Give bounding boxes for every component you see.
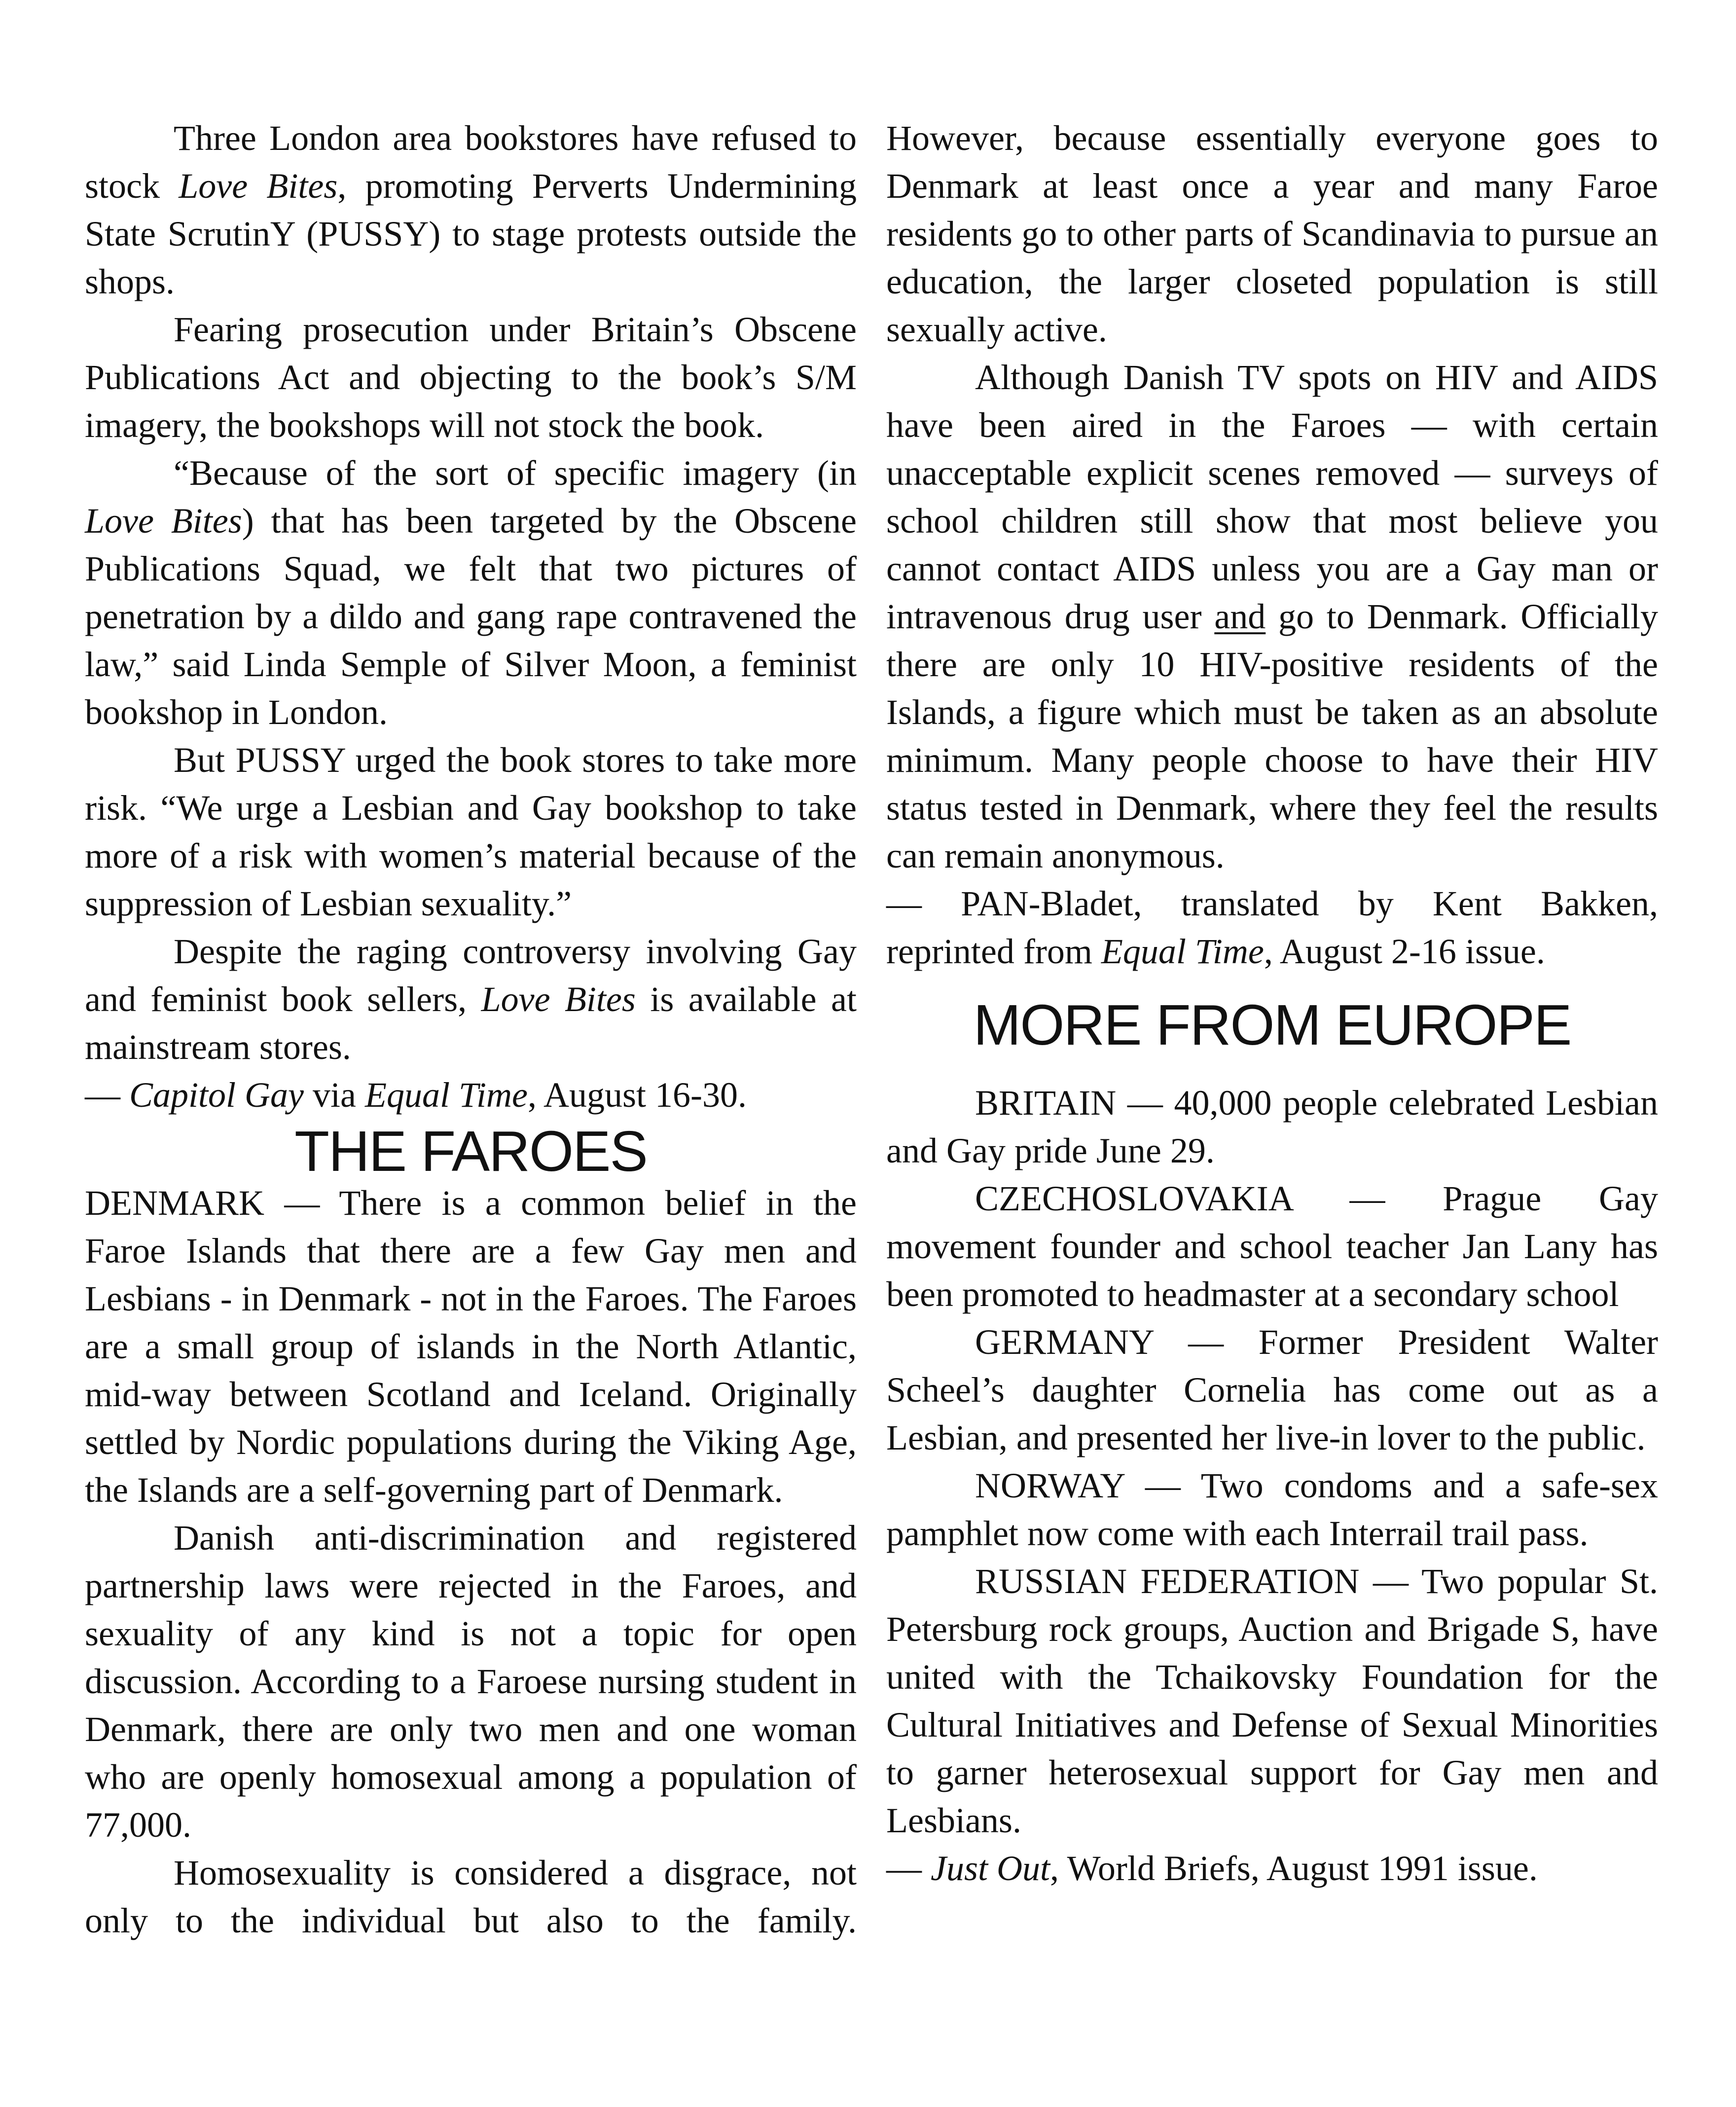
- news-brief-norway: NORWAY — Two condoms and a safe-sex pamphlet now come with each Interrail trail pass.: [886, 1466, 1658, 1553]
- article-attribution: reprinted from Equal Time, August 2-16 issue.: [886, 932, 1545, 971]
- article-paragraph: Homosexuality is considered a disgrace, not only to the individual but also to the family.: [85, 1853, 857, 1940]
- left-column: [85, 114, 857, 2068]
- book-title: Love Bites: [481, 980, 636, 1019]
- article-paragraph: Although Danish TV spots on HIV and AIDS have been aired in the Faroes — with certain unacceptable explicit scenes removed — surveys of school children still show that most believe you cannot contact AIDS unless you are a Gay man or intravenous drug user and go to Denmark. Officially there are only 10 HIV-positive residents of the Islands, a figure which must be taken as an absolute minimum. Many people choose to have their HIV status tested in Denmark, where they feel the results can remain anonymous.: [886, 358, 1658, 875]
- article-paragraph: Danish anti-discrimination and registered partnership laws were rejected in the Faroes, and sexuality of any kind is not a topic for open discussion. According to a Faroese nursing student in Denmark, there are only two men and one woman who are openly homosexual among a population of 77,000.: [85, 1518, 857, 1845]
- news-brief-russia: RUSSIAN FEDERATION — Two popular St. Petersburg rock groups, Auction and Brigade S, have united with the Tchaikovsky Foundation for the Cultural Initiatives and Defense of Sexual Minorities to garner heterosexual support for Gay men and Lesbians.: [886, 1562, 1658, 1840]
- publication-name: Just Out: [931, 1849, 1050, 1888]
- book-title: Love Bites: [179, 166, 338, 206]
- article-paragraph: Fearing prosecution under Britain’s Obscene Publications Act and objecting to the book’s S/M imagery, the bookshops will not stock the book.: [85, 310, 857, 445]
- article-paragraph: However, because essentially everyone goes to Denmark at least once a year and many Faroe residents go to other parts of Scandinavia to pursue an education, the larger closeted population is still sexually active.: [886, 118, 1658, 349]
- article-attribution: — Just Out, World Briefs, August 1991 issue.: [886, 1849, 1538, 1888]
- article-paragraph: Despite the raging controversy involving Gay and feminist book sellers, Love Bites is available at mainstream stores.: [85, 932, 857, 1067]
- section-heading: THE FAROES: [294, 1119, 647, 1183]
- newsletter-page: [85, 114, 1658, 2068]
- news-brief-czechoslovakia: CZECHOSLOVAKIA — Prague Gay movement founder and school teacher Jan Lany has been promoted to headmaster at a secondary school: [886, 1179, 1658, 1314]
- book-title: Love Bites: [85, 501, 242, 541]
- love-bites-article: [85, 114, 857, 1119]
- faroes-article-continued: [886, 114, 1658, 976]
- right-column: [886, 114, 1658, 2068]
- article-paragraph: DENMARK — There is a common belief in the Faroe Islands that there are a few Gay men and Lesbians - in Denmark - not in the Faroes. The Faroes are a small group of islands in the North Atlantic, mid-way between Scotland and Iceland. Originally settled by Nordic populations during the Viking Age, the Islands are a self-governing part of Denmark.: [85, 1183, 857, 1510]
- news-brief-britain: BRITAIN — 40,000 people celebrated Lesbian and Gay pride June 29.: [886, 1083, 1658, 1170]
- article-paragraph: “Because of the sort of specific imagery (in Love Bites) that has been targeted by the Obscene Publications Squad, we felt that two pictures of penetration by a dildo and gang rape contravened the law,” said Linda Semple of Silver Moon, a feminist bookshop in London.: [85, 453, 857, 732]
- source-name: Capitol Gay: [129, 1075, 304, 1115]
- article-attribution: — PAN-Bladet, translated by Kent Bakken,: [886, 884, 1658, 923]
- emphasized-word: and: [1214, 597, 1266, 636]
- article-paragraph: Three London area bookstores have refused to stock Love Bites, promoting Perverts Undermining State ScrutinY (PUSSY) to stage protests outside the shops.: [85, 118, 857, 301]
- more-from-europe-article: [886, 995, 1658, 1892]
- publication-name: Equal Time: [364, 1075, 528, 1115]
- article-attribution: — Capitol Gay via Equal Time, August 16-30.: [85, 1075, 747, 1115]
- section-heading: MORE FROM EUROPE: [973, 993, 1571, 1057]
- faroes-article: [85, 1119, 857, 1945]
- publication-name: Equal Time: [1101, 932, 1264, 971]
- article-paragraph: But PUSSY urged the book stores to take more risk. “We urge a Lesbian and Gay bookshop to take more of a risk with women’s material because of the suppression of Lesbian sexuality.”: [85, 740, 857, 923]
- news-brief-germany: GERMANY — Former President Walter Scheel’s daughter Cornelia has come out as a Lesbian, and presented her live-in lover to the public.: [886, 1322, 1658, 1457]
